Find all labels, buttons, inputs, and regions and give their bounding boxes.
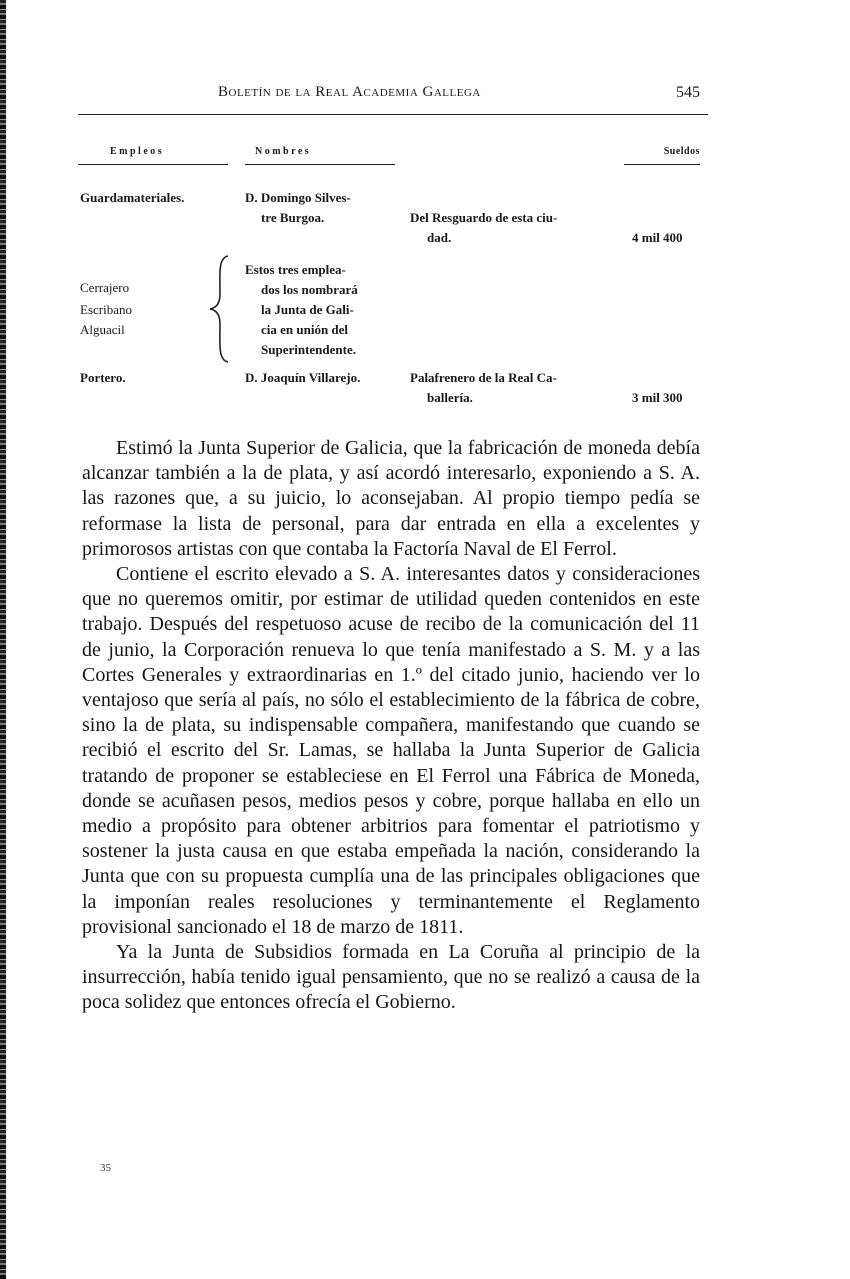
table-cell-nombre: tre Burgoa. [261,210,325,225]
table-header [78,146,700,176]
table-cell-nombre: la Junta de Gali- [261,302,354,317]
page-edge-shadow [0,0,6,1279]
table-cell-empleo: Escribano [80,302,132,317]
paragraph: Contiene el escrito elevado a S. A. interesantes datos y consideraciones que no queremos omitir, por estimar de utilidad queden contenidos en este trabajo. Después del respetuoso acuse de recibo de la comunicación del 11 de junio, la Corporación renueva lo que tenía manifestado a S. M. y a las Cortes Generales y extraordinarias en 1.º del citado junio, haciendo ver lo ventajoso que sería al país, no sólo el establecimiento de la fábrica de cobre, sino la de plata, su indispensable compañera, manifestando que cuando se recibió el escrito del Sr. Lamas, se hallaba la Junta Superior de Galicia tratando de proponer se estableciese en El Ferrol una Fábrica de Moneda, donde se acuñasen pesos, medios pesos y cobre, porque hallaba en ello un medio a propósito para obtener arbitrios para fomentar el patriotismo y sostener la justa causa en que estaba empeñada la nación, considerando la Junta que con su propuesta cumplía una de las principales obligaciones que la imponían reales resoluciones y terminantemente el Reglamento provisional sancionado el 18 de marzo de 1811. [82,563,700,938]
table-cell-empleo: Guardamateriales. [80,190,185,205]
table-cell-nombre: D. Joaquín Villarejo. [245,370,361,385]
page-header [218,84,700,106]
table-cell-sueldo: 3 mil 300 [632,390,683,405]
table-cell-nombre: D. Domingo Silves- [245,190,351,205]
paragraph: Estimó la Junta Superior de Galicia, que la fabricación de moneda debía alcanzar también a la de plata, y así acordó interesarlo, exponiendo a S. A. las razones que, a su juicio, lo aconsejaban. Al propio tiempo pedía se reformase la lista de personal, para dar entrada en ella a excelentes y primorosos artistas con que contaba la Factoría Naval de El Ferrol. [82,437,700,560]
table-cell-destino: Palafrenero de la Real Ca- [410,370,557,385]
column-header-sueldos: Sueldos [624,146,700,165]
table-cell-nombre: dos los nombrará [261,282,358,297]
column-header-nombres: Nombres [245,146,395,165]
table-cell-destino: Del Resguardo de esta ciu- [410,210,558,225]
table-cell-nombre: Estos tres emplea- [245,262,346,277]
table-cell-nombre: Superintendente. [261,342,356,357]
body-text [82,436,700,1016]
table-cell-destino: dad. [427,230,452,245]
table-cell-destino: ballería. [427,390,473,405]
curly-brace-icon [206,254,236,364]
table-cell-empleo: Portero. [80,370,126,385]
paragraph: Ya la Junta de Subsidios formada en La Coruña al principio de la insurrección, había tenido igual pensamiento, que no se realizó a causa de la poca solidez que entonces ofrecía el Gobierno. [82,941,700,1014]
table-cell-empleo: Alguacil [80,322,125,337]
header-rule [78,114,708,115]
table-cell-sueldo: 4 mil 400 [632,230,683,245]
page-number: 545 [676,84,700,101]
signature-mark: 35 [100,1162,111,1174]
table-cell-nombre: cia en unión del [261,322,349,337]
table-cell-empleo: Cerrajero [80,280,130,295]
running-title: Boletín de la Real Academia Gallega [218,84,481,100]
column-header-empleos: Empleos [78,146,228,165]
